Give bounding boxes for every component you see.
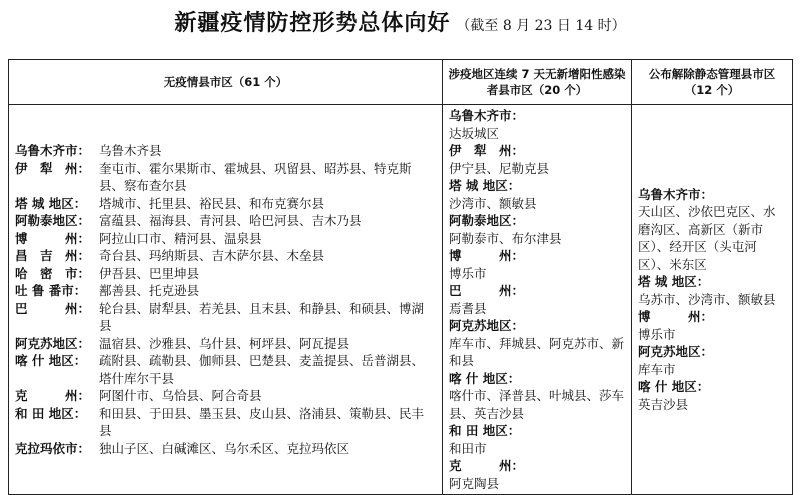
region-entry bbox=[15, 405, 436, 440]
region-areas: 喀什市、泽普县、叶城县、莎车县、英吉沙县 bbox=[449, 388, 625, 421]
region-areas: 英吉沙县 bbox=[638, 396, 689, 412]
region-label: 乌鲁木齐市： bbox=[449, 108, 525, 123]
region-entry bbox=[15, 160, 436, 195]
region-label: 喀 什 地区： bbox=[449, 370, 521, 386]
region-areas: 焉耆县 bbox=[449, 300, 487, 316]
region-label: 阿勒泰地区： bbox=[449, 213, 525, 228]
region-entry bbox=[449, 247, 625, 282]
region-entry bbox=[449, 282, 625, 317]
region-areas: 鄯善县、托克逊县 bbox=[99, 283, 200, 298]
region-areas: 阿图什市、乌恰县、阿合奇县 bbox=[99, 388, 262, 403]
region-entry bbox=[449, 142, 625, 177]
header-row bbox=[9, 60, 793, 105]
region-label: 塔 城 地区： bbox=[449, 178, 521, 193]
region-areas: 和田市 bbox=[449, 440, 487, 456]
page-subtitle: （截至 8 月 23 日 14 时） bbox=[456, 18, 626, 34]
region-label: 博 州： bbox=[638, 309, 714, 325]
region-entry bbox=[15, 440, 436, 458]
seven-day-clear-cell bbox=[443, 105, 632, 495]
region-entry bbox=[15, 142, 436, 160]
region-entry bbox=[638, 308, 786, 343]
region-entry bbox=[15, 265, 436, 283]
region-label: 巴 州： bbox=[15, 300, 91, 316]
region-label: 乌鲁木齐市： bbox=[15, 143, 91, 158]
no-epidemic-cell bbox=[9, 105, 443, 495]
region-entry bbox=[638, 343, 786, 378]
region-label: 克 州： bbox=[449, 458, 525, 473]
region-entry bbox=[449, 177, 625, 212]
region-label: 博 州： bbox=[449, 248, 525, 263]
region-label: 克拉玛依市： bbox=[15, 440, 91, 456]
region-areas: 奇台县、玛纳斯县、吉木萨尔县、木垒县 bbox=[99, 248, 325, 263]
region-label: 伊 犁 州： bbox=[449, 143, 525, 158]
region-entry bbox=[638, 378, 786, 413]
region-areas: 博乐市 bbox=[449, 265, 487, 281]
region-areas: 乌苏市、沙湾市、额敏县 bbox=[638, 291, 776, 307]
region-entry bbox=[15, 387, 436, 405]
lifted-lockdown-cell bbox=[632, 105, 793, 495]
header-seven-day-clear: 涉疫地区连续 7 天无新增阳性感染者县市区（20 个） bbox=[443, 60, 632, 105]
region-entry bbox=[638, 186, 786, 274]
region-entry bbox=[449, 370, 625, 423]
region-areas: 阿拉山口市、精河县、温泉县 bbox=[99, 230, 262, 246]
page-title-block bbox=[0, 6, 800, 37]
region-label: 昌 吉 州： bbox=[15, 248, 91, 263]
region-entry bbox=[15, 212, 436, 230]
region-areas: 温宿县、沙雅县、乌什县、柯坪县、阿瓦提县 bbox=[99, 335, 350, 351]
region-entry bbox=[15, 352, 436, 387]
region-areas: 沙湾市、额敏县 bbox=[449, 195, 537, 211]
region-label: 塔 城 地区： bbox=[638, 274, 710, 290]
no-epidemic-list bbox=[9, 140, 442, 459]
region-entry bbox=[15, 300, 436, 335]
region-label: 哈 密 市： bbox=[15, 265, 91, 281]
region-areas: 富蕴县、福海县、青河县、哈巴河县、吉木乃县 bbox=[99, 213, 362, 228]
region-areas: 塔城市、托里县、裕民县、和布克赛尔县 bbox=[99, 195, 325, 211]
region-label: 阿勒泰地区： bbox=[15, 213, 91, 228]
content-row bbox=[9, 105, 793, 495]
region-label: 和 田 地区： bbox=[449, 423, 521, 438]
region-label: 巴 州： bbox=[449, 283, 525, 298]
region-entry bbox=[15, 230, 436, 248]
region-entry bbox=[449, 317, 625, 370]
region-entry bbox=[15, 247, 436, 265]
region-entry bbox=[15, 335, 436, 353]
region-areas: 天山区、沙依巴克区、水磨沟区、高新区（新市区）、经开区（头屯河区）、米东区 bbox=[638, 204, 776, 272]
region-label: 阿克苏地区： bbox=[638, 344, 714, 360]
region-label: 吐 鲁 番市： bbox=[15, 283, 87, 298]
region-areas: 乌鲁木齐县 bbox=[99, 143, 162, 158]
region-entry bbox=[15, 195, 436, 213]
region-areas: 奎屯市、霍尔果斯市、霍城县、巩留县、昭苏县、特克斯县、察布查尔县 bbox=[99, 160, 412, 193]
region-areas: 博乐市 bbox=[638, 326, 676, 342]
region-areas: 阿勒泰市、布尔津县 bbox=[449, 230, 562, 246]
region-label: 和 田 地区： bbox=[15, 405, 87, 421]
seven-day-clear-list bbox=[443, 105, 631, 494]
region-areas: 伊宁县、尼勒克县 bbox=[449, 160, 550, 176]
region-entry bbox=[449, 107, 625, 142]
region-label: 喀 什 地区： bbox=[638, 379, 710, 395]
region-areas: 达坂城区 bbox=[449, 125, 500, 141]
status-table bbox=[8, 59, 793, 495]
region-entry bbox=[15, 282, 436, 300]
region-label: 阿克苏地区： bbox=[15, 335, 91, 351]
region-entry bbox=[638, 273, 786, 308]
page-title: 新疆疫情防控形势总体向好 bbox=[174, 11, 451, 36]
region-entry bbox=[449, 457, 625, 492]
region-label: 阿克苏地区： bbox=[449, 318, 525, 333]
region-entry bbox=[449, 212, 625, 247]
region-areas: 库车市、拜城县、阿克苏市、新和县 bbox=[449, 335, 625, 368]
region-areas: 独山子区、白碱滩区、乌尔禾区、克拉玛依区 bbox=[99, 440, 350, 456]
region-areas: 轮台县、尉犁县、若羌县、且末县、和静县、和硕县、博湖县 bbox=[99, 300, 425, 333]
header-lifted-lockdown: 公布解除静态管理县市区（12 个） bbox=[632, 60, 793, 105]
region-label: 塔 城 地区： bbox=[15, 195, 87, 211]
region-label: 喀 什 地区： bbox=[15, 353, 87, 368]
header-no-epidemic: 无疫情县市区（61 个） bbox=[9, 60, 443, 105]
region-areas: 阿克陶县 bbox=[449, 475, 500, 491]
region-entry bbox=[449, 422, 625, 457]
region-label: 博 州： bbox=[15, 230, 91, 246]
region-label: 克 州： bbox=[15, 388, 91, 403]
region-areas: 疏附县、疏勒县、伽师县、巴楚县、麦盖提县、岳普湖县、塔什库尔干县 bbox=[99, 353, 425, 386]
region-areas: 和田县、于田县、墨玉县、皮山县、洛浦县、策勒县、民丰县 bbox=[99, 405, 425, 438]
region-label: 伊 犁 州： bbox=[15, 160, 91, 176]
lifted-lockdown-list bbox=[632, 184, 792, 416]
region-areas: 伊吾县、巴里坤县 bbox=[99, 265, 200, 281]
region-areas: 库车市 bbox=[638, 361, 676, 377]
region-label: 乌鲁木齐市： bbox=[638, 186, 714, 202]
